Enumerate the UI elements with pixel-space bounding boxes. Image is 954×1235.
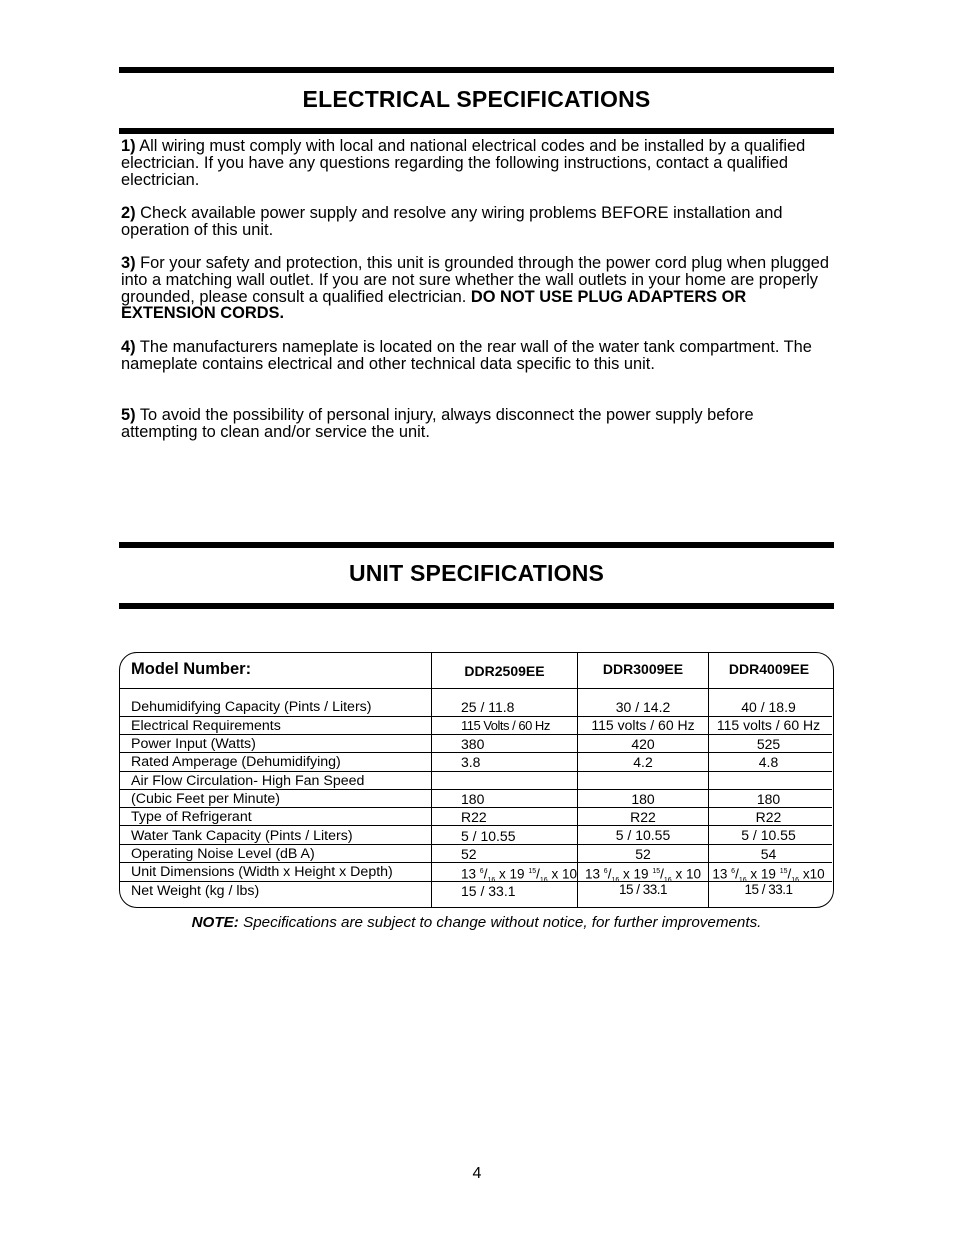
row-label-capacity: Dehumidifying Capacity (Pints / Liters): [131, 699, 372, 715]
row-label-amperage: Rated Amperage (Dehumidifying): [131, 754, 341, 770]
item-number: 1): [121, 137, 136, 155]
page-number: 4: [472, 1165, 482, 1182]
model-ddr4009ee: DDR4009EE: [728, 661, 810, 677]
electrical-item-3: [121, 255, 833, 322]
row-label-refrigerant: Type of Refrigerant: [131, 809, 252, 825]
cell-dimensions-3009: 13 $^6/_{16}$ x 19 $^{15}/_{16}$ x 10: [585, 866, 701, 885]
note-label: NOTE:: [191, 914, 239, 931]
cell-weight-4009: 15 / 33.1: [744, 882, 793, 897]
cell-amperage-2509: 3.8: [461, 754, 481, 770]
model-ddr3009ee: DDR3009EE: [602, 661, 684, 677]
unit-title-rule: [119, 603, 834, 609]
cell-capacity-3009: 30 / 14.2: [615, 699, 671, 715]
row-label-tank: Water Tank Capacity (Pints / Liters): [131, 828, 353, 844]
cell-cfm-4009: 180: [756, 791, 781, 807]
row-divider: [119, 844, 832, 845]
cell-amperage-4009: 4.8: [758, 754, 779, 770]
specs-note: [119, 914, 834, 931]
row-label-dimensions: Unit Dimensions (Width x Height x Depth): [131, 864, 393, 880]
item-warning: DO NOT USE PLUG ADAPTERS OR EXTENSION CORDS.: [121, 287, 747, 323]
column-divider: [708, 652, 709, 908]
cell-refrigerant-4009: R22: [755, 809, 782, 825]
cell-weight-3009: 15 / 33.1: [618, 882, 668, 897]
note-text: Specifications are subject to change without notice, for further improvements.: [243, 914, 762, 931]
cell-amperage-3009: 4.2: [633, 754, 653, 770]
item-text: Check available power supply and resolve any wiring problems BEFORE installation and operation of this unit.: [121, 204, 783, 239]
cell-refrigerant-2509: R22: [461, 809, 487, 825]
row-label-noise: Operating Noise Level (dB A): [131, 846, 315, 862]
electrical-title-rule: [119, 128, 834, 134]
row-divider: [119, 862, 832, 863]
row-divider: [119, 752, 832, 753]
row-divider: [119, 688, 834, 689]
cell-electrical-2509: 115 Volts / 60 Hz: [461, 718, 550, 733]
electrical-item-1: [121, 138, 833, 188]
model-ddr2509ee: DDR2509EE: [464, 663, 545, 679]
cell-electrical-3009: 115 volts / 60 Hz: [591, 717, 695, 733]
electrical-item-5: [121, 407, 833, 441]
cell-capacity-4009: 40 / 18.9: [741, 699, 796, 715]
cell-capacity-2509: 25 / 11.8: [461, 699, 515, 715]
electrical-title: ELECTRICAL SPECIFICATIONS: [302, 86, 651, 112]
row-divider: [119, 771, 832, 772]
electrical-item-2: [121, 205, 833, 239]
cell-noise-3009: 52: [635, 846, 651, 862]
cell-power-2509: 380: [461, 736, 485, 752]
row-label-airflow: Air Flow Circulation- High Fan Speed: [131, 773, 365, 789]
column-divider: [431, 652, 432, 908]
item-text: To avoid the possibility of personal injury, always disconnect the power supply before attempting to clean and/or service the unit.: [121, 406, 754, 441]
cell-noise-4009: 54: [760, 846, 777, 862]
row-divider: [119, 807, 832, 808]
cell-power-3009: 420: [631, 736, 655, 752]
item-number: 2): [121, 204, 136, 222]
row-label-weight: Net Weight (kg / lbs): [131, 883, 260, 899]
cell-noise-2509: 52: [461, 846, 477, 862]
row-label-power: Power Input (Watts): [131, 736, 256, 752]
row-divider: [119, 825, 832, 826]
column-divider: [577, 652, 578, 908]
cell-tank-4009: 5 / 10.55: [741, 827, 796, 843]
item-text: All wiring must comply with local and national electrical codes and be installed by a qualified electrician. If you have any questions regarding the following instructions, contact a qualified electrician.: [121, 137, 806, 189]
item-text: The manufacturers nameplate is located on the rear wall of the water tank compartment. The nameplate contains electrical and other technical data specific to this unit.: [121, 338, 812, 373]
item-text: For your safety and protection, this unit is grounded through the power cord plug when plugged into a matching wall outlet. If you are not sure whether the wall outlets in your home are properly grounded, please consult a qualified electrician.: [121, 254, 829, 306]
unit-title: UNIT SPECIFICATIONS: [348, 560, 605, 586]
item-number: 5): [121, 406, 136, 424]
cell-dimensions-4009: 13 $^6/_{16}$ x 19 $^{15}/_{16}$ x10: [712, 866, 825, 885]
item-number: 3): [121, 254, 136, 272]
row-label-electrical: Electrical Requirements: [131, 718, 281, 734]
cell-power-4009: 525: [756, 736, 781, 752]
top-rule: [119, 67, 834, 73]
item-number: 4): [121, 338, 136, 356]
cell-tank-3009: 5 / 10.55: [615, 827, 671, 843]
unit-top-rule: [119, 542, 834, 548]
cell-cfm-3009: 180: [631, 791, 655, 807]
row-divider: [119, 734, 832, 735]
cell-tank-2509: 5 / 10.55: [461, 828, 516, 844]
row-label-cfm: (Cubic Feet per Minute): [131, 791, 281, 807]
cell-weight-2509: 15 / 33.1: [461, 883, 516, 899]
row-divider: [119, 789, 832, 790]
cell-cfm-2509: 180: [461, 791, 485, 807]
cell-electrical-4009: 115 volts / 60 Hz: [716, 717, 821, 733]
cell-dimensions-2509: 13 $^6/_{16}$ x 19 $^{15}/_{16}$ x 10: [461, 866, 577, 885]
electrical-item-4: [121, 339, 833, 373]
cell-refrigerant-3009: R22: [630, 809, 656, 825]
model-number-label: Model Number:: [131, 660, 252, 678]
